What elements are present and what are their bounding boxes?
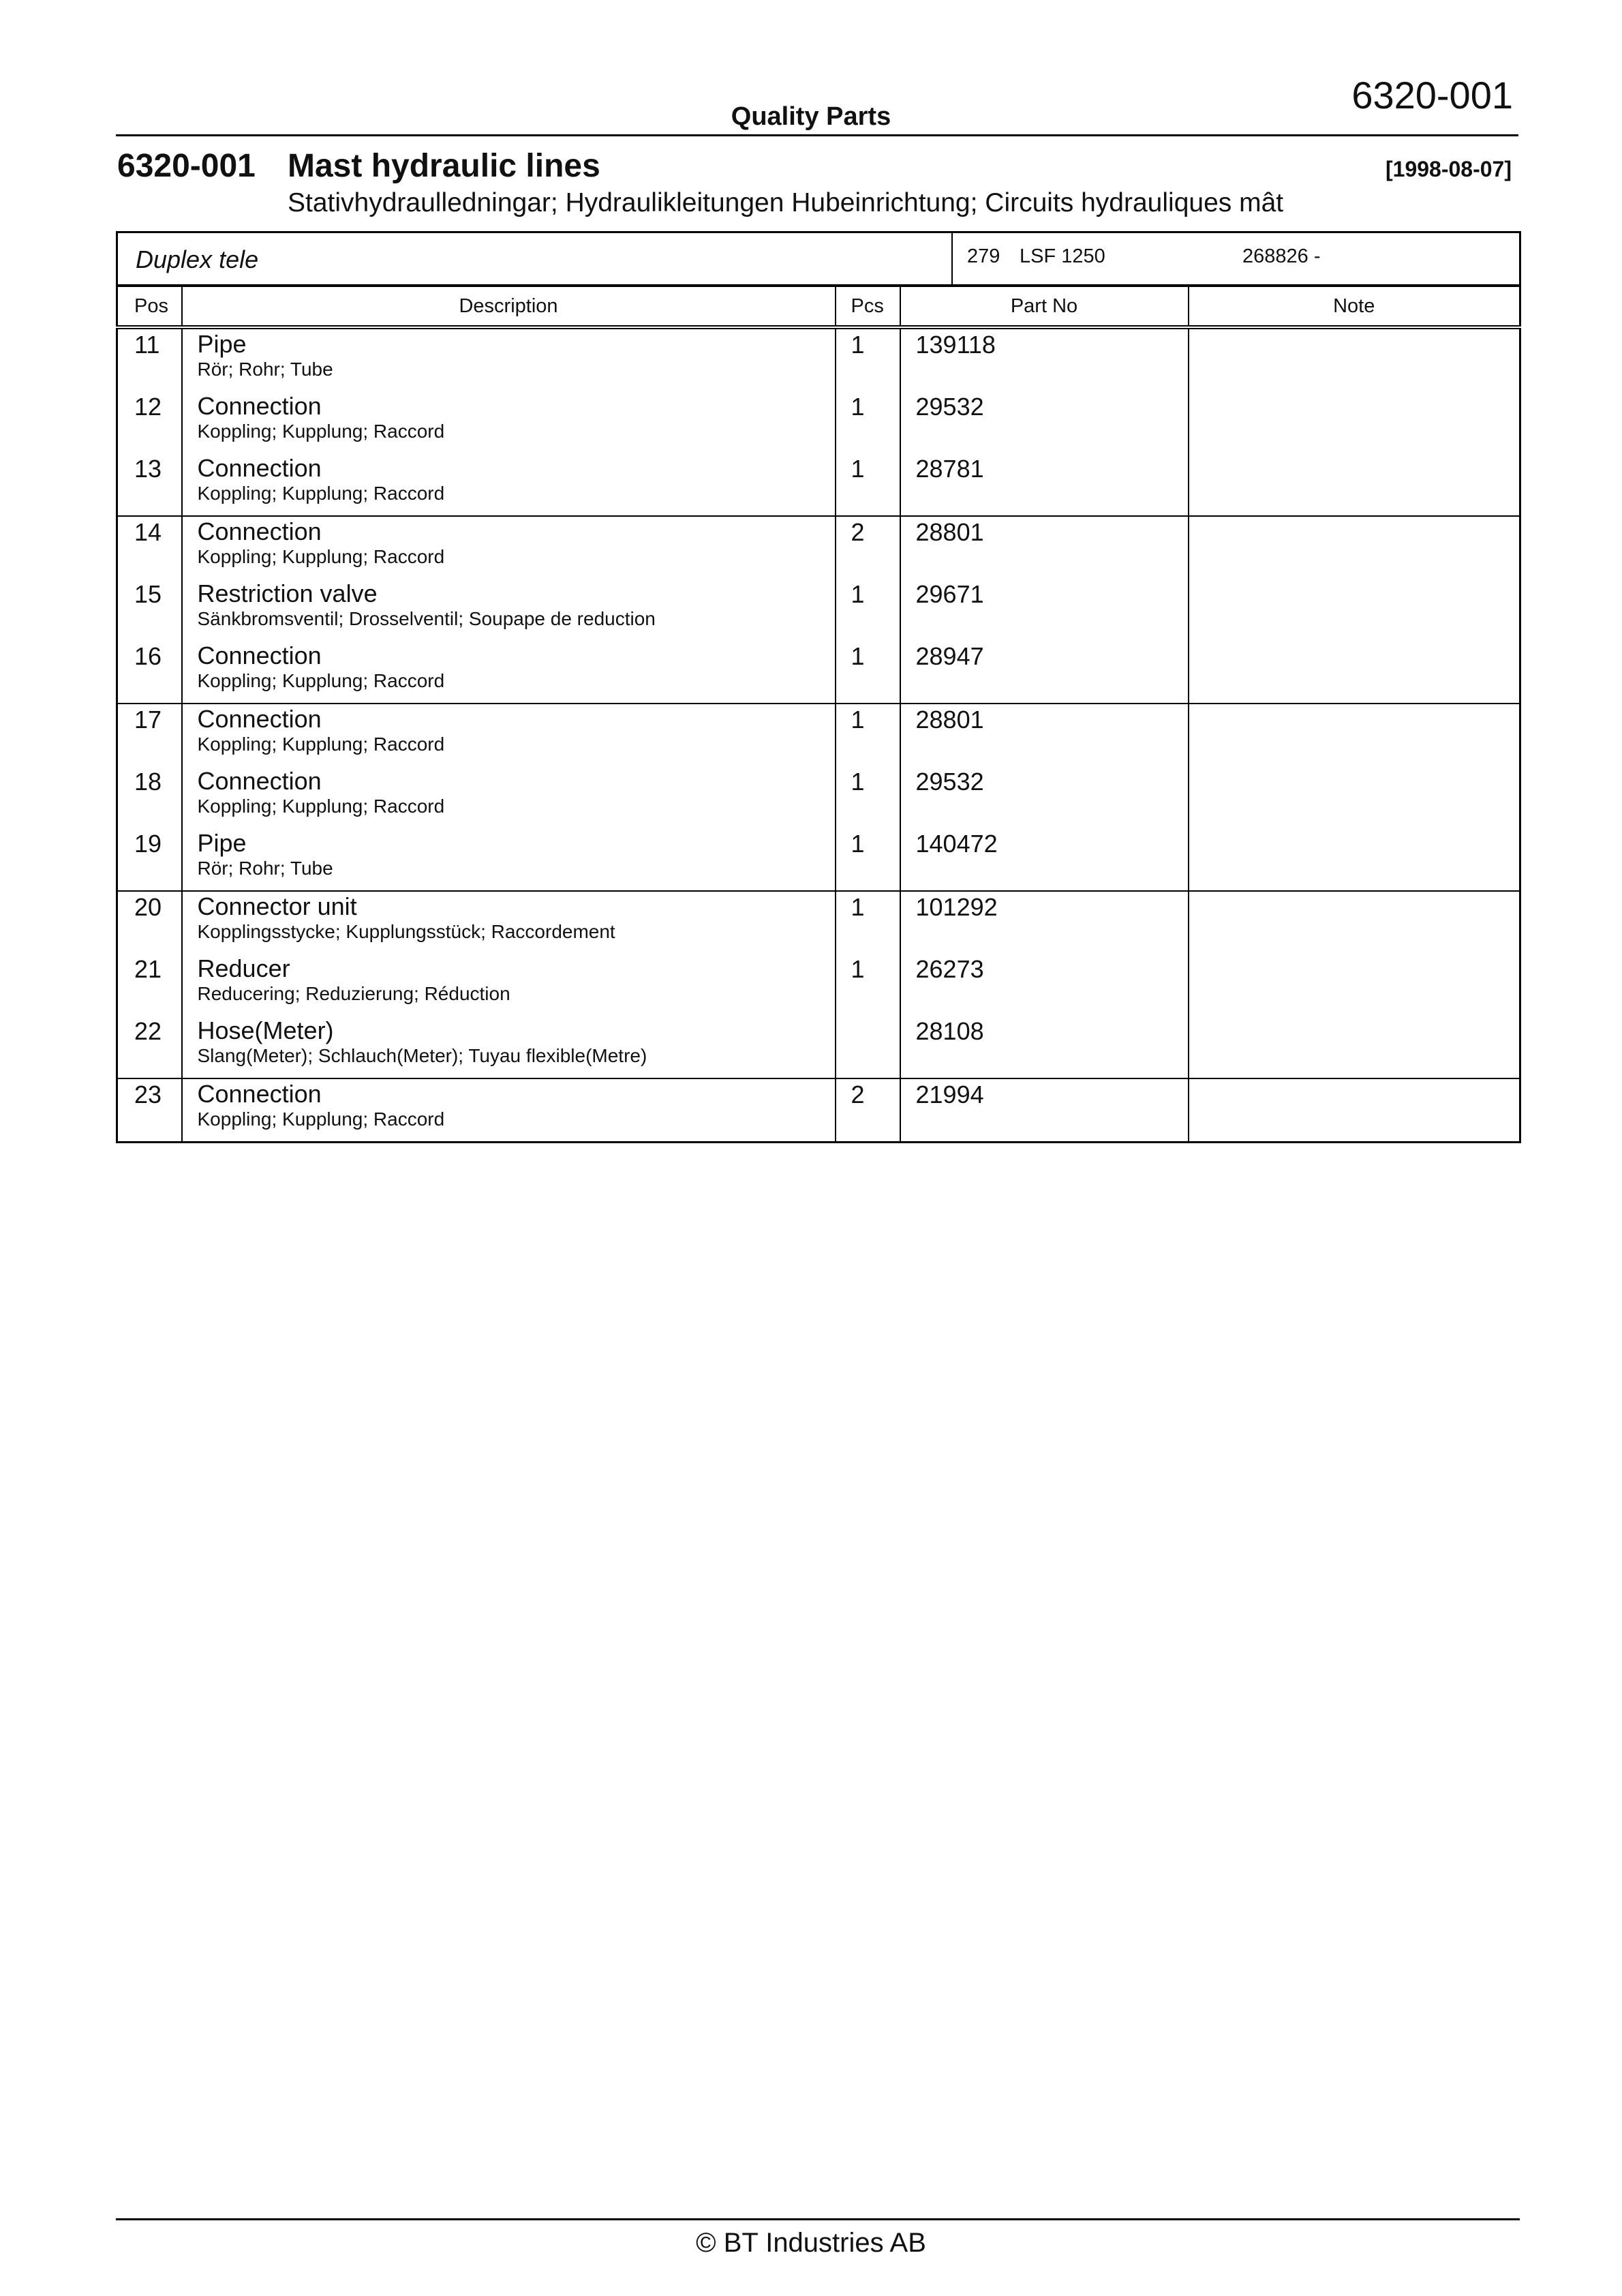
row-part-no: 140472 bbox=[900, 828, 1189, 891]
row-part-no: 21994 bbox=[900, 1078, 1189, 1143]
parts-table bbox=[116, 285, 1521, 1143]
row-pos: 14 bbox=[134, 518, 162, 546]
row-translations: Reducering; Reduzierung; Réduction bbox=[197, 983, 510, 1004]
row-name: Connection bbox=[197, 392, 322, 420]
table-row bbox=[117, 579, 1520, 641]
header-title: Quality Parts bbox=[731, 102, 891, 131]
table-row bbox=[117, 516, 1520, 579]
table-row bbox=[117, 1016, 1520, 1078]
row-translations: Koppling; Kupplung; Raccord bbox=[197, 734, 445, 755]
row-translations: Koppling; Kupplung; Raccord bbox=[197, 670, 445, 691]
row-note bbox=[1189, 828, 1520, 891]
row-name: Connection bbox=[197, 1080, 322, 1108]
row-name: Pipe bbox=[197, 330, 247, 358]
table-row bbox=[117, 453, 1520, 516]
row-name: Connector unit bbox=[197, 892, 357, 920]
row-part-no: 28801 bbox=[900, 516, 1189, 579]
footer-rule bbox=[116, 2218, 1520, 2220]
row-pcs: 1 bbox=[836, 704, 900, 766]
footer-copyright: © BT Industries AB bbox=[696, 2228, 926, 2258]
header-rule bbox=[116, 134, 1518, 136]
row-pos: 13 bbox=[117, 453, 182, 516]
column-header-note: Note bbox=[1189, 286, 1520, 328]
row-part-no: 28801 bbox=[900, 704, 1189, 766]
section-number: 6320-001 bbox=[117, 148, 256, 184]
row-name: Connection bbox=[197, 454, 322, 482]
info-value-2: LSF 1250 bbox=[1020, 245, 1105, 267]
row-name: Restriction valve bbox=[197, 579, 378, 607]
row-pos: 11 bbox=[134, 331, 160, 359]
row-translations: Koppling; Kupplung; Raccord bbox=[197, 796, 445, 817]
row-description bbox=[182, 1016, 836, 1078]
row-translations: Sänkbromsventil; Drosselventil; Soupape de reduction bbox=[197, 608, 656, 629]
row-note bbox=[1189, 766, 1520, 828]
page-code-top: 6320-001 bbox=[1351, 74, 1513, 117]
row-pos: 17 bbox=[134, 706, 162, 734]
row-pos: 23 bbox=[117, 1078, 182, 1143]
row-name: Connection bbox=[197, 705, 322, 733]
row-note bbox=[1189, 516, 1520, 579]
column-header-pos: Pos bbox=[117, 286, 182, 328]
row-part-no: 29532 bbox=[900, 391, 1189, 453]
row-description bbox=[182, 579, 836, 641]
table-row bbox=[117, 327, 1520, 391]
row-translations: Koppling; Kupplung; Raccord bbox=[197, 546, 445, 567]
row-pos: 19 bbox=[117, 828, 182, 891]
row-pos: 18 bbox=[134, 768, 162, 796]
row-translations: Slang(Meter); Schlauch(Meter); Tuyau flexible(Metre) bbox=[197, 1045, 647, 1066]
row-pcs: 2 bbox=[836, 516, 900, 579]
row-pcs: 1 bbox=[836, 391, 900, 453]
row-description bbox=[182, 516, 836, 579]
row-translations: Koppling; Kupplung; Raccord bbox=[197, 421, 445, 442]
row-translations: Koppling; Kupplung; Raccord bbox=[197, 1108, 445, 1130]
row-pcs: 1 bbox=[836, 766, 900, 828]
table-row bbox=[117, 828, 1520, 891]
row-part-no: 28108 bbox=[900, 1016, 1189, 1078]
section-date: [1998-08-07] bbox=[1386, 157, 1512, 181]
row-note bbox=[1189, 704, 1520, 766]
row-part-no: 28781 bbox=[900, 453, 1189, 516]
row-description bbox=[182, 453, 836, 516]
row-note bbox=[1189, 579, 1520, 641]
row-description bbox=[182, 327, 836, 391]
row-pcs: 1 bbox=[836, 453, 900, 516]
column-header-pcs: Pcs bbox=[836, 286, 900, 328]
row-pcs: 1 bbox=[836, 891, 900, 954]
row-note bbox=[1189, 1078, 1520, 1143]
row-pos: 21 bbox=[134, 955, 162, 983]
row-pos: 16 bbox=[117, 641, 182, 704]
row-description bbox=[182, 1078, 836, 1143]
row-note bbox=[1189, 1016, 1520, 1078]
row-pos: 15 bbox=[134, 580, 162, 608]
model-info-box bbox=[116, 231, 1521, 286]
column-header-part-no: Part No bbox=[900, 286, 1189, 328]
row-part-no: 101292 bbox=[900, 891, 1189, 954]
row-note bbox=[1189, 391, 1520, 453]
info-value-3: 268826 - bbox=[1242, 245, 1321, 267]
table-row bbox=[117, 1078, 1520, 1143]
row-translations: Koppling; Kupplung; Raccord bbox=[197, 483, 445, 504]
row-pcs: 1 bbox=[836, 828, 900, 891]
row-name: Reducer bbox=[197, 954, 290, 982]
row-description bbox=[182, 766, 836, 828]
row-note bbox=[1189, 453, 1520, 516]
row-note bbox=[1189, 891, 1520, 954]
section-title: Mast hydraulic lines bbox=[288, 148, 600, 184]
row-description bbox=[182, 828, 836, 891]
row-part-no: 28947 bbox=[900, 641, 1189, 704]
row-pcs: 1 bbox=[836, 641, 900, 704]
row-pos: 20 bbox=[134, 893, 162, 921]
table-row bbox=[117, 641, 1520, 704]
row-name: Pipe bbox=[197, 829, 247, 857]
parts-table-body bbox=[117, 327, 1520, 1143]
row-note bbox=[1189, 327, 1520, 391]
row-pcs: 1 bbox=[836, 954, 900, 1016]
table-row bbox=[117, 954, 1520, 1016]
row-pcs: 1 bbox=[836, 579, 900, 641]
row-name: Connection bbox=[197, 517, 322, 545]
column-header-description: Description bbox=[182, 286, 836, 328]
section-subtitle: Stativhydraulledningar; Hydraulikleitungen Hubeinrichtung; Circuits hydrauliques mât bbox=[288, 188, 1284, 217]
table-row bbox=[117, 704, 1520, 766]
row-translations: Rör; Rohr; Tube bbox=[197, 858, 333, 879]
row-name: Connection bbox=[197, 767, 322, 795]
row-part-no: 139118 bbox=[900, 327, 1189, 391]
row-part-no: 29532 bbox=[900, 766, 1189, 828]
row-pcs: 2 bbox=[836, 1078, 900, 1143]
info-value-1: 279 bbox=[967, 245, 1000, 267]
table-row bbox=[117, 391, 1520, 453]
table-row bbox=[117, 766, 1520, 828]
row-pcs: 1 bbox=[836, 327, 900, 391]
model-name: Duplex tele bbox=[136, 245, 259, 273]
row-pos: 12 bbox=[134, 393, 162, 421]
row-description bbox=[182, 704, 836, 766]
row-part-no: 26273 bbox=[900, 954, 1189, 1016]
row-pos: 22 bbox=[117, 1016, 182, 1078]
row-part-no: 29671 bbox=[900, 579, 1189, 641]
row-name: Connection bbox=[197, 641, 322, 669]
row-translations: Kopplingsstycke; Kupplungsstück; Raccordement bbox=[197, 921, 615, 942]
info-divider bbox=[951, 233, 953, 284]
row-note bbox=[1189, 954, 1520, 1016]
table-header-row bbox=[117, 286, 1520, 328]
row-description bbox=[182, 954, 836, 1016]
row-translations: Rör; Rohr; Tube bbox=[197, 359, 333, 380]
row-pcs bbox=[836, 1016, 900, 1078]
row-description bbox=[182, 891, 836, 954]
row-description bbox=[182, 641, 836, 704]
row-description bbox=[182, 391, 836, 453]
table-row bbox=[117, 891, 1520, 954]
row-name: Hose(Meter) bbox=[197, 1016, 334, 1044]
row-note bbox=[1189, 641, 1520, 704]
